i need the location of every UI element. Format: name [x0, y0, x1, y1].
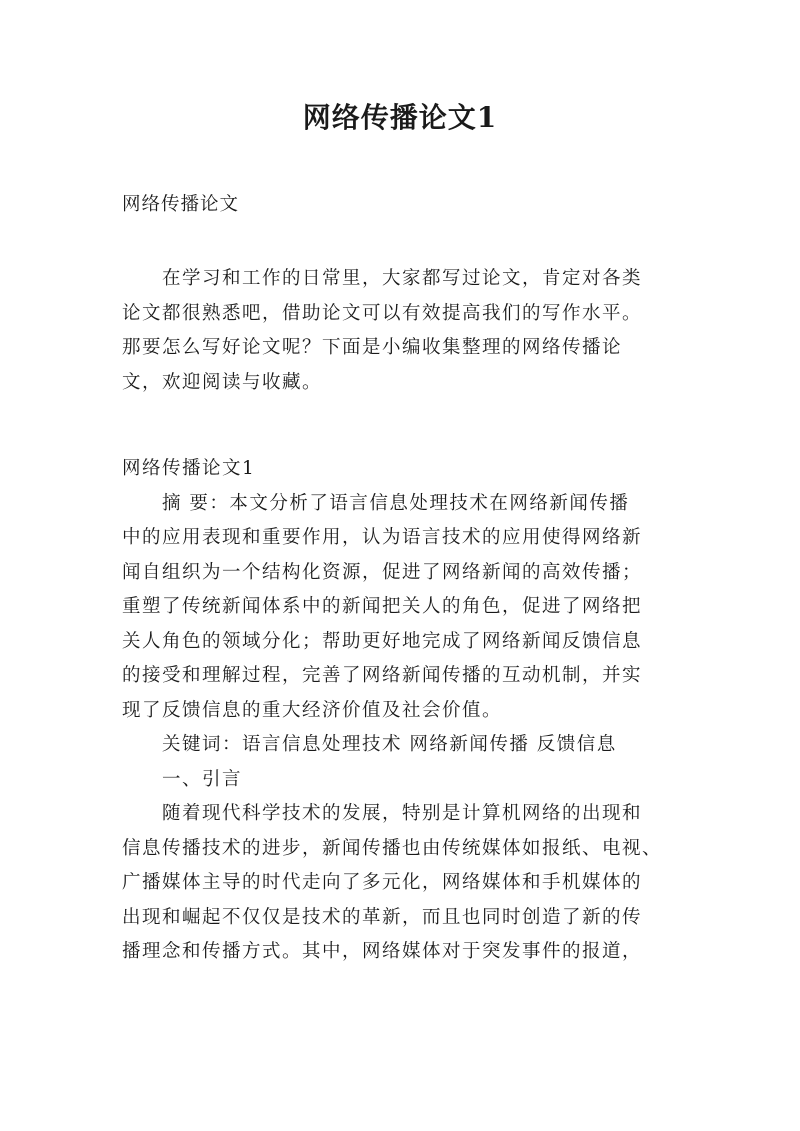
intro-line: 文，欢迎阅读与收藏。 — [122, 371, 323, 393]
body-line: 广播媒体主导的时代走向了多元化，网络媒体和手机媒体的 — [122, 872, 643, 893]
article-body — [122, 452, 690, 970]
section-heading: 网络传播论文1 — [122, 458, 256, 479]
body-line: 出现和崛起不仅仅是技术的革新，而且也同时创造了新的传 — [122, 906, 643, 928]
abstract-line: 闻自组织为一个结构化资源，促进了网络新闻的高效传播； — [122, 561, 643, 583]
intro-paragraph — [122, 262, 690, 400]
document-subtitle: 网络传播论文 — [122, 194, 240, 215]
abstract-line: 摘 要：本文分析了语言信息处理技术在网络新闻传播 — [162, 492, 630, 514]
body-line: 播理念和传播方式。其中，网络媒体对于突发事件的报道， — [122, 941, 643, 962]
body-line: 信息传播技术的进步，新闻传播也由传统媒体如报纸、电视、 — [122, 837, 663, 859]
keywords-line: 关键词：语言信息处理技术 网络新闻传播 反馈信息 — [162, 734, 617, 755]
abstract-line: 现了反馈信息的重大经济价值及社会价值。 — [122, 699, 503, 721]
document-title: 网络传播论文1 — [302, 101, 498, 134]
body-line: 随着现代科学技术的发展，特别是计算机网络的出现和 — [162, 803, 643, 824]
intro-line: 那要怎么写好论文呢？下面是小编收集整理的网络传播论 — [122, 337, 623, 358]
abstract-line: 的接受和理解过程，完善了网络新闻传播的互动机制，并实 — [122, 665, 643, 686]
intro-line: 论文都很熟悉吧，借助论文可以有效提高我们的写作水平。 — [122, 302, 643, 324]
abstract-line: 关人角色的领域分化；帮助更好地完成了网络新闻反馈信息 — [122, 630, 643, 652]
intro-line: 在学习和工作的日常里，大家都写过论文，肯定对各类 — [162, 268, 643, 289]
abstract-line: 中的应用表现和重要作用，认为语言技术的应用使得网络新 — [122, 527, 643, 548]
intro-section-heading: 一、引言 — [162, 768, 243, 790]
abstract-line: 重塑了传统新闻体系中的新闻把关人的角色，促进了网络把 — [122, 596, 643, 617]
